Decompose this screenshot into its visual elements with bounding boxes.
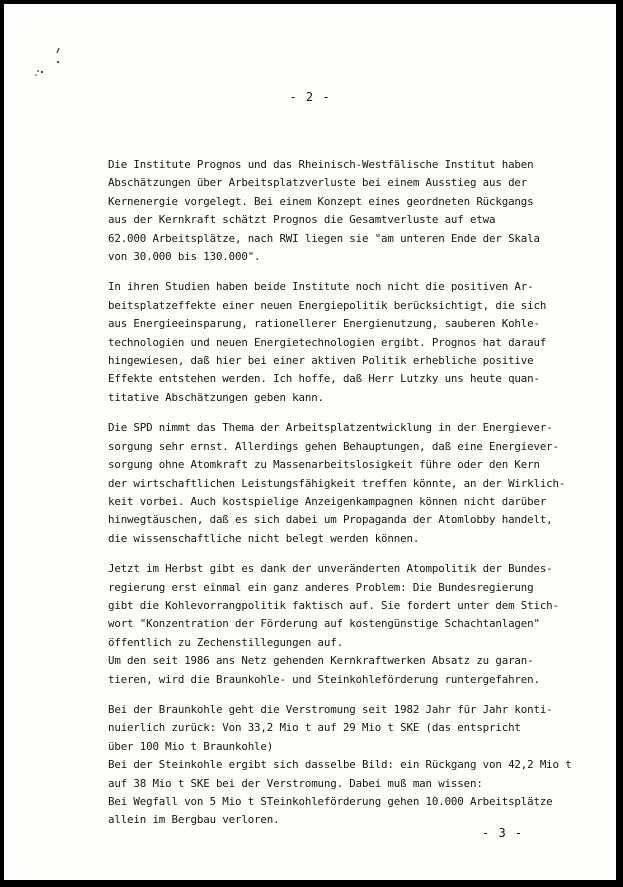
text-line: die wissenschaftliche nicht belegt werden können. — [108, 531, 420, 545]
text-line: Bei Wegfall von 5 Mio t STeinkohleförderung gehen 10.000 Arbeitsplätze — [108, 795, 553, 808]
paragraph — [108, 278, 568, 407]
text-line: nuierlich zurück: Von 33,2 Mio t auf 29 Mio t SKE (das entspricht — [108, 721, 521, 735]
text-line: Bei der Steinkohle ergibt sich dasselbe Bild: ein Rückgang von 42,2 Mio t — [108, 758, 572, 772]
text-line: Um den seit 1986 ans Netz gehenden Kernkraftwerken Absatz zu garan- — [108, 654, 534, 668]
text-line: Die Institute Prognos und das Rheinisch-Westfälische Institut haben — [108, 158, 534, 171]
text-line: Bei der Braunkohle geht die Verstromung seit 1982 Jahr für Jahr konti- — [108, 702, 553, 716]
text-line: Effekte entstehen werden. Ich hoffe, daß Herr Lutzky uns heute quan- — [108, 372, 540, 386]
text-line: 62.000 Arbeitsplätze, nach RWI liegen sie "am unteren Ende der Skala — [108, 231, 540, 245]
text-line: öffentlich zu Zechenstillegungen auf. — [108, 635, 343, 649]
text-line: Abschätzungen über Arbeitsplatzverluste bei einem Ausstieg aus der — [108, 176, 528, 190]
body-text — [108, 156, 572, 842]
text-line: titative Abschätzungen geben kann. — [108, 390, 324, 404]
text-line: Jetzt im Herbst gibt es dank der unveränderten Atompolitik der Bundes- — [108, 562, 553, 576]
text-line: In ihren Studien haben beide Institute noch nicht die positiven Ar- — [108, 280, 534, 294]
text-line: tieren, wird die Braunkohle- und Steinkohleförderung runtergefahren. — [108, 672, 540, 686]
text-line: allein im Bergbau verloren. — [108, 813, 280, 827]
paragraph — [108, 560, 568, 689]
text-line: von 30.000 bis 130.000". — [108, 250, 261, 264]
text-line: keit vorbei. Auch kostspielige Anzeigenkampagnen können nicht darüber — [108, 494, 547, 508]
text-line: sorgung ohne Atomkraft zu Massenarbeitslosigkeit führe oder den Kern — [108, 458, 540, 472]
text-line: hinwegtäuschen, daß es sich dabei um Propaganda der Atomlobby handelt, — [108, 513, 553, 527]
text-line: über 100 Mio t Braunkohle) — [108, 739, 274, 753]
text-line: gibt die Kohlevorrangpolitik faktisch auf. Sie fordert unter dem Stich- — [108, 598, 559, 612]
text-line: Kernenergie vorgelegt. Bei einem Konzept eines geordneten Rückgangs — [108, 194, 534, 208]
text-line: sorgung sehr ernst. Allerdings gehen Behauptungen, daß eine Energiever- — [108, 439, 559, 453]
text-line: regierung erst einmal ein ganz anderes Problem: Die Bundesregierung — [108, 580, 534, 594]
text-line: der wirtschaftlichen Leistungsfähigkeit treffen könnte, an der Wirklich- — [108, 476, 566, 490]
next-page-marker: - 3 - — [482, 826, 524, 840]
text-line: wort "Konzentration der Förderung auf kostengünstige Schachtanlagen" — [108, 617, 540, 631]
document-page — [4, 4, 616, 880]
text-line: hingewiesen, daß hier bei einer aktiven Politik erhebliche positive — [108, 354, 534, 368]
text-line: technologien und neuen Energietechnologien ergibt. Prognos hat darauf — [108, 335, 547, 349]
text-line: Die SPD nimmt das Thema der Arbeitsplatzentwicklung in der Energiever- — [108, 421, 553, 435]
text-line: aus Energieeinsparung, rationellerer Energienutzung, sauberen Kohle- — [108, 317, 540, 331]
paragraph — [108, 419, 568, 548]
paragraph — [108, 701, 572, 830]
scan-specks — [32, 44, 72, 84]
text-line: auf 38 Mio t SKE bei der Verstromung. Dabei muß man wissen: — [108, 776, 483, 790]
text-line: beitsplatzeffekte einer neuen Energiepolitik berücksichtigt, die sich — [108, 298, 547, 312]
page-number: - 2 - — [289, 90, 331, 104]
text-line: aus der Kernkraft schätzt Prognos die Gesamtverluste auf etwa — [108, 213, 496, 227]
paragraph — [108, 156, 568, 266]
